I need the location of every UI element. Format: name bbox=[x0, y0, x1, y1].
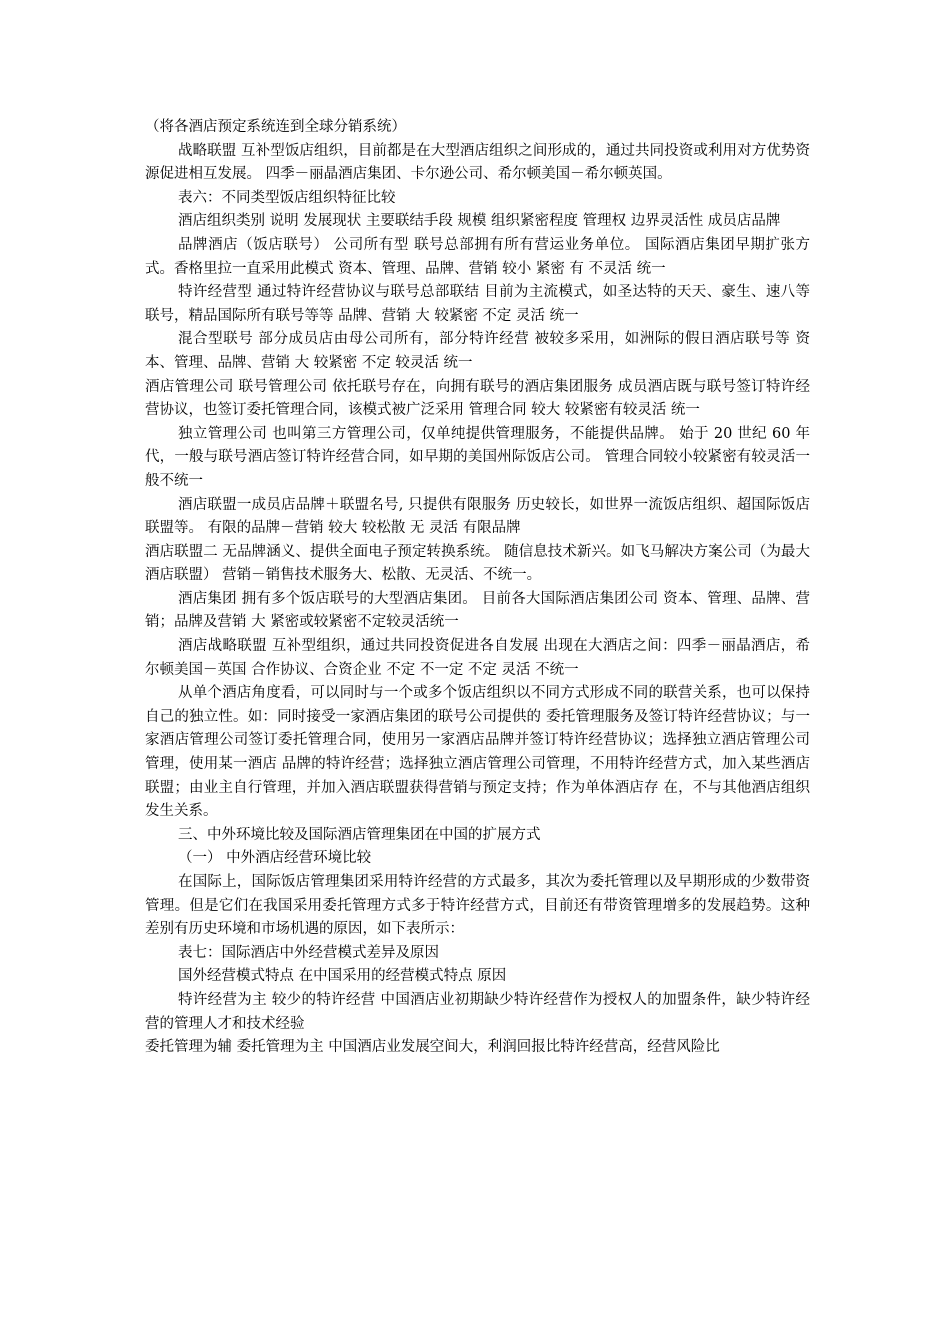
table-row: 酒店管理公司 联号管理公司 依托联号存在，向拥有联号的酒店集团服务 成员酒店既与联号签订特许经营协议，也签订委托管理合同，该模式被广泛采用 管理合同 较大 较紧密有较灵活 统一 bbox=[145, 378, 810, 419]
table-row: 特许经营型 通过特许经营协议与联号总部联结 目前为主流模式，如圣达特的天天、豪生、速八等联号，精品国际所有联号等等 品牌、营销 大 较紧密 不定 灵活 统一 bbox=[145, 284, 810, 324]
paragraph: 在国际上，国际饭店管理集团采用特许经营的方式最多，其次为委托管理以及早期形成的少数带资管理。但是它们在我国采用委托管理方式多于特许经营方式，目前还有带资管理增多的发展趋势。这种差别有历史环境和市场机遇的原因，如下表所示： bbox=[145, 874, 810, 938]
table-caption: 表七：国际酒店中外经营模式差异及原因 bbox=[178, 944, 439, 961]
table-row: 特许经营为主 较少的特许经营 中国酒店业初期缺少特许经营作为授权人的加盟条件，缺少特许经营的管理人才和技术经验 bbox=[145, 991, 810, 1032]
table-row: 酒店联盟一成员店品牌＋联盟名号, 只提供有限服务 历史较长，如世界一流饭店组织、超国际饭店联盟等。 有限的品牌－营销 较大 较松散 无 灵活 有限品牌 bbox=[145, 496, 810, 537]
table-header-row: 酒店组织类别 说明 发展现状 主要联结手段 规模 组织紧密程度 管理权 边界灵活性 成员店品牌 bbox=[178, 213, 781, 230]
subsection-heading: （一） 中外酒店经营环境比较 bbox=[178, 850, 372, 867]
table-row: 独立管理公司 也叫第三方管理公司，仅单纯提供管理服务，不能提供品牌。 始于 20 世纪 60 年代，一般与联号酒店签订特许经营合同，如早期的美国州际饭店公司。 管理合同较小较紧密有较灵活一般不统一 bbox=[145, 425, 810, 489]
paragraph: 战略联盟 互补型饭店组织，目前都是在大型酒店组织之间形成的，通过共同投资或利用对方优势资源促进相互发展。 四季－丽晶酒店集团、卡尔逊公司、希尔顿美国－希尔顿英国。 bbox=[145, 142, 810, 183]
table-row: 酒店战略联盟 互补型组织，通过共同投资促进各自发展 出现在大酒店之间：四季－丽晶酒店，希尔顿美国－英国 合作协议、合资企业 不定 不一定 不定 灵活 不统一 bbox=[145, 638, 810, 678]
table-row: 酒店联盟二 无品牌涵义、提供全面电子预定转换系统。 随信息技术新兴。如飞马解决方案公司（为最大酒店联盟） 营销－销售技术服务大、松散、无灵活、不统一。 bbox=[145, 543, 810, 584]
section-heading: 三、中外环境比较及国际酒店管理集团在中国的扩展方式 bbox=[178, 826, 541, 843]
table-row: 酒店集团 拥有多个饭店联号的大型酒店集团。 目前各大国际酒店集团公司 资本、管理、品牌、营销；品牌及营销 大 紧密或较紧密不定较灵活统一 bbox=[145, 590, 810, 631]
paragraph: （将各酒店预定系统连到全球分销系统） bbox=[145, 119, 406, 135]
table-caption: 表六：不同类型饭店组织特征比较 bbox=[178, 189, 396, 206]
table-row: 混合型联号 部分成员店由母公司所有，部分特许经营 被较多采用，如洲际的假日酒店联号等 资本、管理、品牌、营销 大 较紧密 不定 较灵活 统一 bbox=[145, 331, 810, 371]
paragraph: 从单个酒店角度看，可以同时与一个或多个饭店组织以不同方式形成不同的联营关系，也可以保持自己的独立性。如：同时接受一家酒店集团的联号公司提供的 委托管理服务及签订特许经营协议；与一家酒店管理公司签订委托管理合同，使用另一家酒店品牌并签订特许经营协议；选择独立酒店管理公司管理，使用某一酒店 品牌的特许经营；选择独立酒店管理公司管理，不用特许经营方式，加入某些酒店联盟；由业主自行管理，并加入酒店联盟获得营销与预定支持；作为单体酒店存 在，不与其他酒店组织发生关系。 bbox=[145, 685, 810, 820]
table-header-row: 国外经营模式特点 在中国采用的经营模式特点 原因 bbox=[178, 968, 507, 985]
table-row: 委托管理为辅 委托管理为主 中国酒店业发展空间大，利润回报比特许经营高，经营风险比 bbox=[145, 1039, 720, 1056]
document-page bbox=[145, 116, 810, 1060]
table-row: 品牌酒店（饭店联号） 公司所有型 联号总部拥有所有营运业务单位。 国际酒店集团早期扩张方式。香格里拉一直采用此模式 资本、管理、品牌、营销 较小 紧密 有 不灵活 统一 bbox=[145, 236, 810, 277]
